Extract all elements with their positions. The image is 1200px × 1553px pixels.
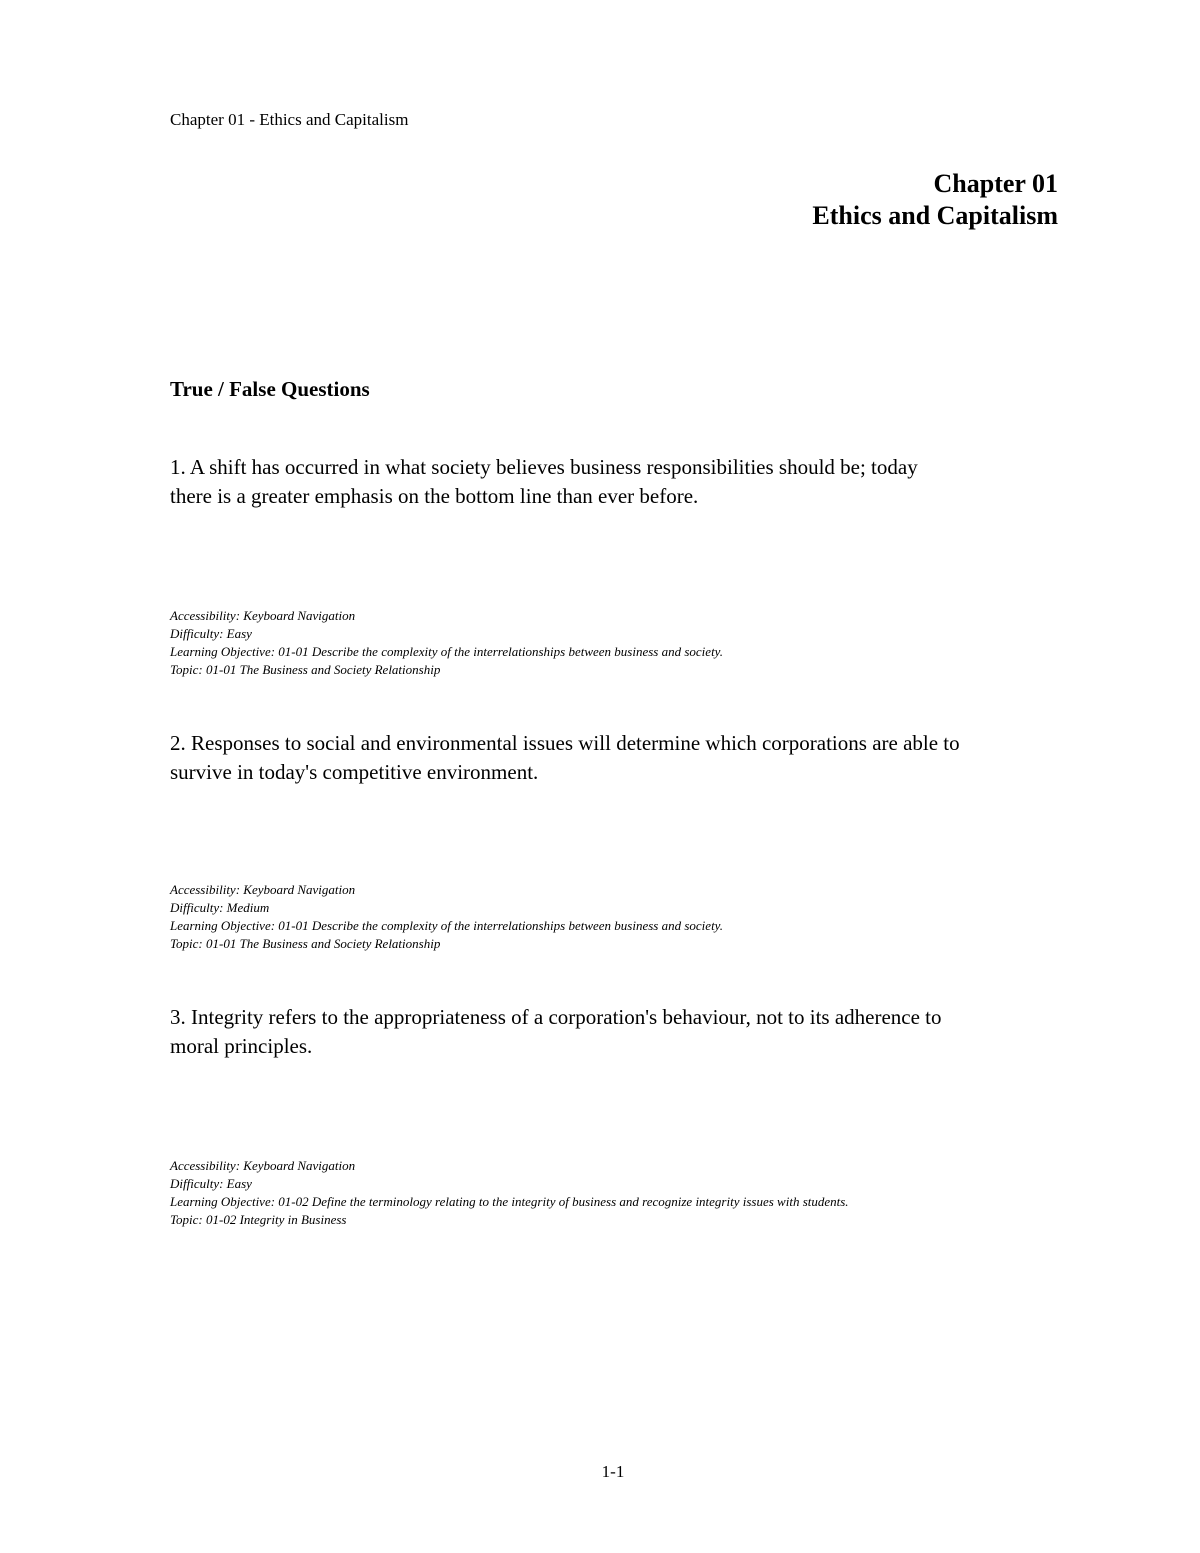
question-text-line: 2. Responses to social and environmental issues will determine which corporations are able to [170,731,960,755]
question-2-metadata [170,881,1070,953]
page-number: 1-1 [601,1462,625,1481]
topic-tag: Topic: 01-01 The Business and Society Relationship [170,936,441,951]
learning-objective-tag: Learning Objective: 01-01 Describe the complexity of the interrelationships between business and society. [170,644,723,659]
question-text-line: 1. A shift has occurred in what society believes business responsibilities should be; today [170,455,918,479]
question-3-metadata [170,1157,1070,1229]
question-text-line: moral principles. [170,1034,313,1058]
accessibility-tag: Accessibility: Keyboard Navigation [170,1158,356,1173]
learning-objective-tag: Learning Objective: 01-02 Define the terminology relating to the integrity of business and recognize integrity issues with students. [170,1194,849,1209]
learning-objective-tag: Learning Objective: 01-01 Describe the complexity of the interrelationships between business and society. [170,918,723,933]
question-1-metadata [170,607,1070,679]
question-3 [170,1003,1070,1061]
difficulty-tag: Difficulty: Easy [170,1176,252,1191]
section-heading: True / False Questions [170,377,370,401]
question-text-line: 3. Integrity refers to the appropriateness of a corporation's behaviour, not to its adherence to [170,1005,942,1029]
topic-tag: Topic: 01-02 Integrity in Business [170,1212,347,1227]
chapter-number: Chapter 01 [933,169,1058,198]
chapter-title [812,168,1058,232]
topic-tag: Topic: 01-01 The Business and Society Relationship [170,662,441,677]
running-header: Chapter 01 - Ethics and Capitalism [170,110,409,129]
accessibility-tag: Accessibility: Keyboard Navigation [170,882,356,897]
question-text-line: survive in today's competitive environment. [170,760,539,784]
accessibility-tag: Accessibility: Keyboard Navigation [170,608,356,623]
chapter-name: Ethics and Capitalism [812,201,1058,230]
question-1 [170,453,1070,511]
difficulty-tag: Difficulty: Easy [170,626,252,641]
difficulty-tag: Difficulty: Medium [170,900,270,915]
question-text-line: there is a greater emphasis on the bottom line than ever before. [170,484,699,508]
question-2 [170,729,1070,787]
